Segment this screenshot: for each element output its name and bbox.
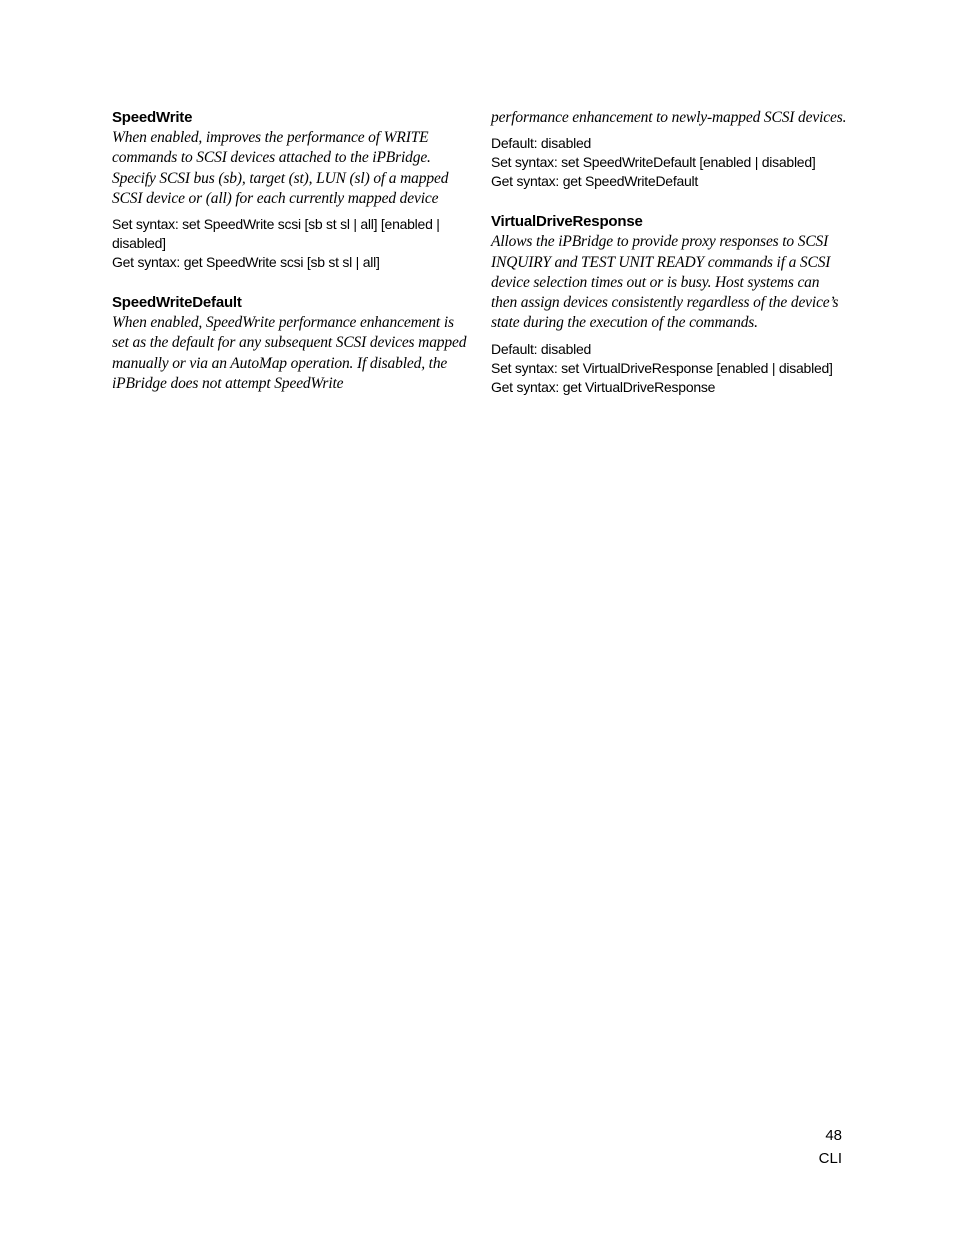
section-speedwritedefault-continued xyxy=(491,108,847,191)
set-syntax: Set syntax: set VirtualDriveResponse [enabled | disabled] xyxy=(491,359,833,376)
right-column xyxy=(491,108,847,397)
chapter-label: CLI xyxy=(818,1150,842,1167)
section-description: When enabled, improves the performance of WRITE commands to SCSI devices attached to the iPBridge. Specify SCSI bus (sb), target (st), LUN (sl) of a mapped SCSI device or (all) for each currently mapped device xyxy=(112,129,449,207)
set-syntax: Set syntax: set SpeedWriteDefault [enabled | disabled] xyxy=(491,154,816,171)
section-speedwritedefault xyxy=(112,293,468,394)
syntax-block xyxy=(112,215,468,272)
default-value: Default: disabled xyxy=(491,135,592,152)
section-title: SpeedWriteDefault xyxy=(112,294,242,312)
page-number: 48 xyxy=(825,1127,842,1144)
section-title: SpeedWrite xyxy=(112,109,193,126)
get-syntax: Get syntax: get SpeedWriteDefault xyxy=(491,173,699,190)
default-value: Default: disabled xyxy=(491,340,592,357)
syntax-block xyxy=(491,134,847,191)
syntax-block xyxy=(491,340,847,397)
section-title: VirtualDriveResponse xyxy=(491,213,643,231)
section-description: Allows the iPBridge to provide proxy responses to SCSI INQUIRY and TEST UNIT READY commands if a SCSI device selection times out or is busy. Host systems can then assign devices consistently regardless of the device’s state during the execution of the commands. xyxy=(491,233,839,332)
section-virtualdriveresponse xyxy=(491,212,847,396)
section-speedwrite xyxy=(112,108,468,272)
page-footer xyxy=(819,1124,842,1170)
get-syntax: Get syntax: get SpeedWrite scsi [sb st sl | all] xyxy=(112,254,380,271)
left-column xyxy=(112,108,468,394)
get-syntax: Get syntax: get VirtualDriveResponse xyxy=(491,378,716,395)
set-syntax: Set syntax: set SpeedWrite scsi [sb st sl | all] [enabled | disabled] xyxy=(112,216,440,252)
section-description-continued: performance enhancement to newly-mapped SCSI devices. xyxy=(491,109,847,126)
section-description: When enabled, SpeedWrite performance enhancement is set as the default for any subsequent SCSI devices mapped manually or via an AutoMap operation. If disabled, the iPBridge does not attempt SpeedWrite xyxy=(112,314,467,393)
